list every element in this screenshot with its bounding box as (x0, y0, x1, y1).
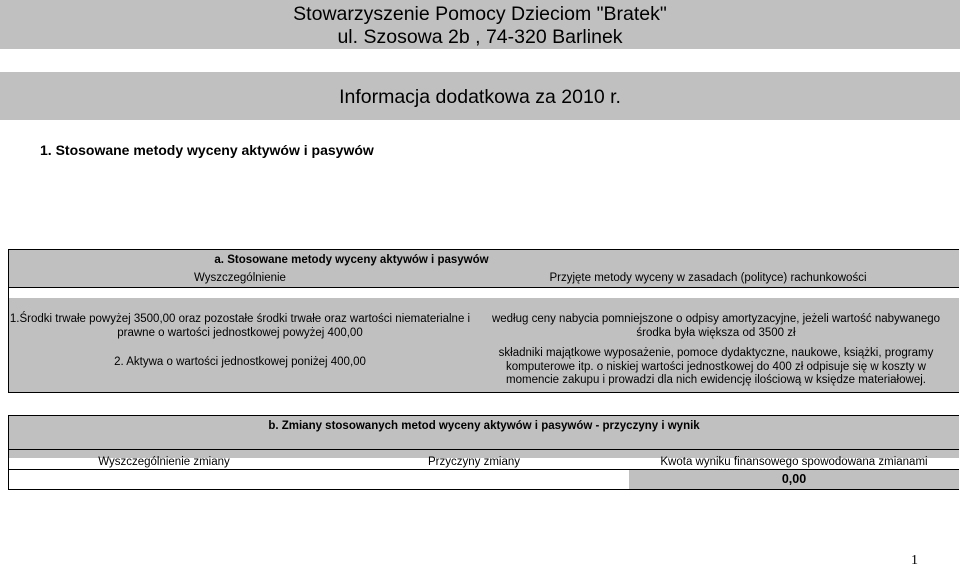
divider (9, 449, 959, 450)
table-title: b. Zmiany stosowanych metod wyceny aktywów i pasywów - przyczyny i wynik (268, 420, 700, 432)
total-amount: 0,00 (781, 472, 807, 486)
table-cell-item: 2. Aktywa o wartości jednostkowej poniżej 400,00 (114, 356, 366, 368)
valuation-methods-table (8, 249, 959, 393)
organization-name: Stowarzyszenie Pomocy Dzieciom "Bratek" (293, 3, 667, 25)
column-header-reasons: Przyczyny zmiany (427, 456, 521, 468)
column-header-change: Wyszczególnienie zmiany (98, 456, 230, 468)
column-header-method: Przyjęte metody wyceny w zasadach (polityce) rachunkowości (549, 272, 867, 284)
table-cell-item: 1.Środki trwałe powyżej 3500,00 oraz pozostałe środki trwałe oraz wartości niematerialne i prawne o wartości jednostkowej powyżej 400,00 (9, 313, 471, 339)
method-changes-table (8, 415, 959, 490)
organization-address: ul. Szosowa 2b , 74-320 Barlinek (337, 26, 623, 48)
page-number: 1 (911, 553, 918, 568)
document-title: Informacja dodatkowa za 2010 r. (339, 86, 621, 108)
column-header-item: Wyszczególnienie (194, 272, 286, 284)
table-cell-method: według ceny nabycia pomniejszone o odpisy amortyzacyjne, jeżeli wartość nabywanego środka była większa od 3500 zł (491, 313, 941, 339)
section-heading: 1. Stosowane metody wyceny aktywów i pasywów (40, 142, 374, 158)
table-cell-method: składniki majątkowe wyposażenie, pomoce dydaktyczne, naukowe, książki, programy komputerowe itp. o niskiej wartości jednostkowej do 400 zł odpisuje się w koszty w momencie zakupu i prowadzi dla nich ewidencję ilościową w księdze materiałowej. (498, 347, 934, 386)
column-header-amount: Kwota wyniku finansowego spowodowana zmianami (660, 456, 928, 468)
table-title: a. Stosowane metody wyceny aktywów i pasywów (214, 254, 489, 266)
